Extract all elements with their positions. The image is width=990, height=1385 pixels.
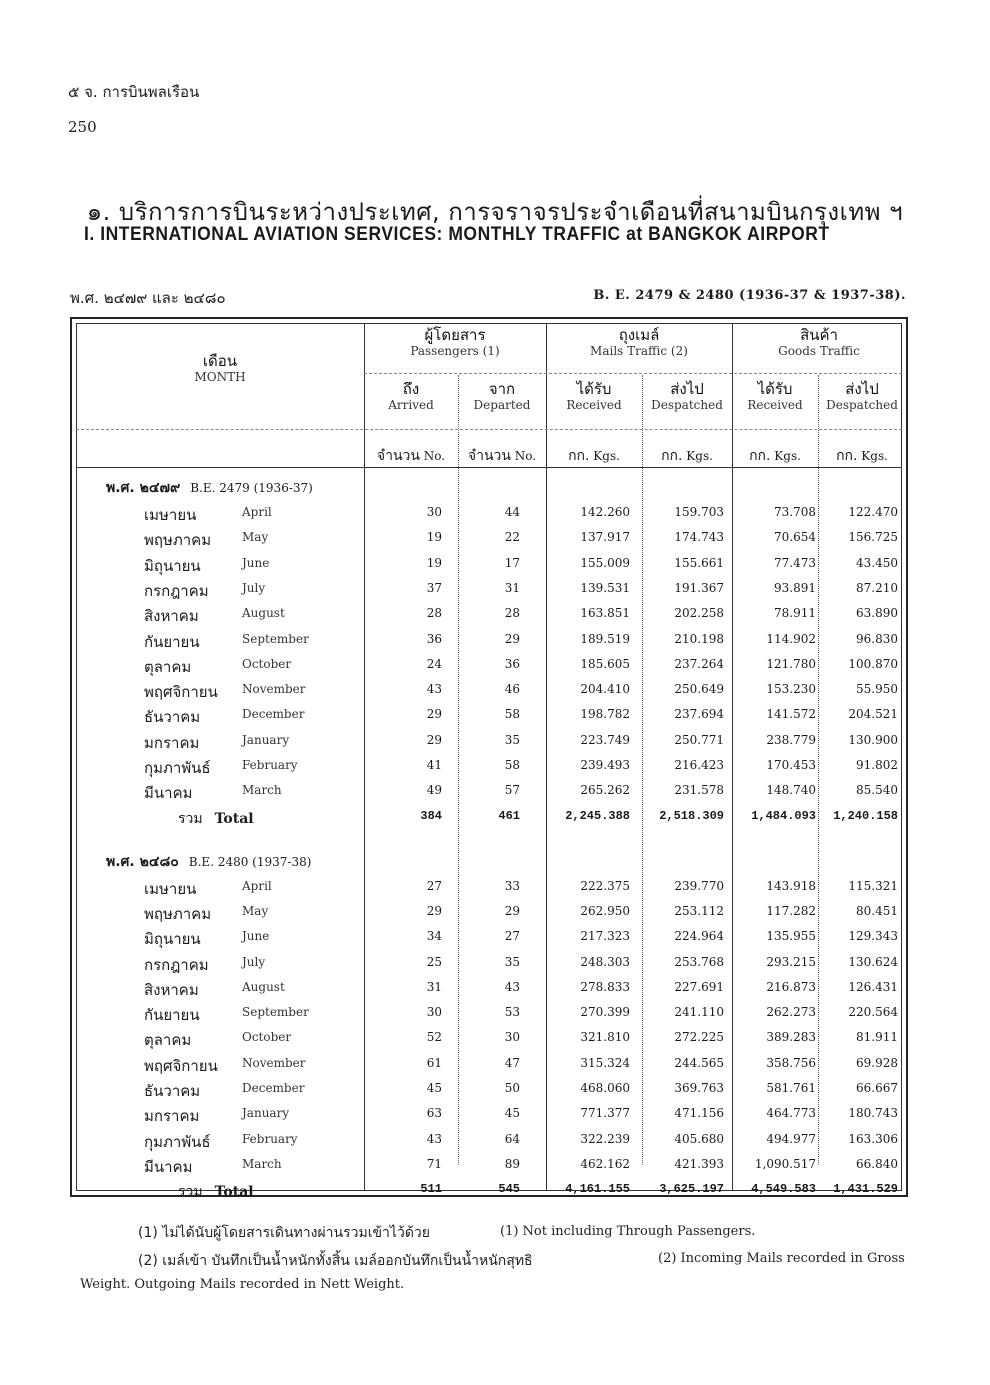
total-md: 3,625.197 [659, 1182, 724, 1197]
cell-md: 272.225 [674, 1030, 724, 1045]
table-row [72, 877, 910, 902]
month-thai: มิถุนายน [144, 556, 201, 575]
cell-md: 421.393 [674, 1156, 724, 1171]
month-thai: มกราคม [144, 733, 200, 752]
goods-received-header-th: ได้รับ [757, 380, 793, 398]
mails-despatched-header [642, 381, 732, 413]
goods-received-header [732, 381, 818, 413]
table-row [72, 630, 910, 655]
cell-dep: 44 [504, 505, 520, 519]
cell-gr: 70.654 [774, 530, 816, 545]
cell-dep: 17 [504, 555, 520, 570]
cell-mr: 189.519 [580, 631, 630, 646]
total-mr: 2,245.388 [565, 808, 630, 823]
month-thai: มกราคม [144, 1107, 200, 1126]
cell-md: 239.770 [674, 878, 724, 893]
cell-arr: 28 [426, 606, 442, 621]
month-thai: ธันวาคม [144, 708, 201, 727]
cell-md: 202.258 [674, 606, 724, 621]
cell-dep: 47 [504, 1055, 520, 1070]
cell-mr: 278.833 [580, 979, 630, 994]
cell-md: 253.768 [674, 954, 724, 969]
mails-despatched-header-th: ส่งไป [670, 380, 704, 398]
cell-arr: 29 [426, 732, 442, 747]
month-thai: กุมภาพันธ์ [144, 1132, 211, 1151]
arrived-header-en: Arrived [388, 398, 434, 412]
cell-gd: 156.725 [848, 530, 898, 545]
passengers-header [364, 327, 546, 359]
cell-dep: 36 [504, 656, 520, 671]
month-english: October [242, 1030, 292, 1045]
cell-md: 471.156 [674, 1106, 724, 1121]
cell-md: 369.763 [674, 1081, 724, 1095]
cell-dep: 53 [504, 1005, 520, 1020]
cell-mr: 137.917 [580, 530, 630, 545]
month-english: April [242, 505, 272, 519]
goods-despatched-header-en: Despatched [826, 398, 898, 412]
section-heading: ๕ จ. การบินพลเรือน [68, 83, 200, 101]
cell-arr: 19 [426, 555, 442, 570]
table-row [72, 902, 910, 927]
cell-mr: 198.782 [580, 707, 630, 722]
total-gr: 4,549.583 [751, 1182, 816, 1197]
month-thai: ตุลาคม [144, 1031, 192, 1050]
table-row [72, 781, 910, 806]
cell-mr: 462.162 [580, 1156, 630, 1171]
month-english: August [242, 979, 285, 994]
month-header [76, 353, 364, 385]
unit-arrived [364, 445, 458, 467]
table-row [72, 1028, 910, 1053]
cell-md: 210.198 [674, 631, 724, 646]
title-english: I. INTERNATIONAL AVIATION SERVICES: MONTHLY TRAFFIC at BANGKOK AIRPORT [84, 224, 830, 245]
month-english: November [242, 1055, 306, 1070]
total-mr: 4,161.155 [565, 1182, 630, 1197]
cell-dep: 31 [504, 580, 520, 595]
footnote-2-th: (2) เมล์เข้า บันทึกเป็นน้ำหนักทั้งสิ้น เมล์ออกบันทึกเป็นน้ำหนักสุทธิ [138, 1253, 533, 1269]
passengers-header-en: Passengers (1) [410, 344, 500, 358]
cell-gr: 494.977 [766, 1131, 816, 1146]
cell-gr: 238.779 [766, 732, 816, 747]
unit-goods-despatched [818, 445, 906, 467]
month-thai: เมษายน [144, 879, 197, 898]
mails-header [546, 327, 732, 359]
cell-arr: 43 [426, 1131, 442, 1146]
table-row [72, 927, 910, 952]
cell-gr: 77.473 [774, 555, 816, 570]
month-english: November [242, 682, 306, 697]
cell-mr: 322.239 [580, 1131, 630, 1146]
cell-gd: 220.564 [848, 1005, 898, 1020]
unit-goods-despatched-th: กก. [836, 448, 858, 464]
cell-dep: 57 [504, 783, 520, 798]
month-english: March [242, 1156, 282, 1171]
goods-header-en: Goods Traffic [778, 344, 860, 358]
cell-gd: 80.451 [856, 903, 898, 918]
cell-dep: 89 [504, 1156, 520, 1171]
cell-gd: 96.830 [856, 631, 898, 646]
cell-mr: 142.260 [580, 505, 630, 519]
cell-gr: 581.761 [766, 1081, 816, 1095]
cell-gr: 114.902 [766, 631, 816, 646]
cell-gd: 87.210 [856, 580, 898, 595]
departed-header-th: จาก [488, 380, 516, 398]
month-thai: กรกฎาคม [144, 581, 209, 600]
cell-gr: 216.873 [766, 979, 816, 994]
cell-dep: 45 [504, 1106, 520, 1121]
total-gd: 1,431.529 [833, 1182, 898, 1197]
arrived-header-th: ถึง [402, 380, 420, 398]
total-md: 2,518.309 [659, 808, 724, 823]
unit-mails-received-th: กก. [568, 448, 590, 464]
cell-gr: 78.911 [774, 606, 816, 621]
cell-md: 191.367 [674, 580, 724, 595]
month-thai: มีนาคม [144, 1157, 193, 1176]
cell-gd: 85.540 [856, 783, 898, 798]
cell-mr: 239.493 [580, 758, 630, 772]
total-dep: 461 [498, 808, 520, 823]
table-row [72, 731, 910, 756]
cell-gr: 73.708 [774, 505, 816, 519]
cell-mr: 185.605 [580, 656, 630, 671]
cell-arr: 29 [426, 707, 442, 722]
footnote-1-en: (1) Not including Through Passengers. [500, 1224, 756, 1239]
goods-despatched-header-th: ส่งไป [845, 380, 879, 398]
month-english: February [242, 758, 298, 772]
cell-gd: 180.743 [848, 1106, 898, 1121]
cell-dep: 22 [504, 530, 520, 545]
arrived-header [364, 381, 458, 413]
month-english: October [242, 656, 292, 671]
cell-gd: 63.890 [856, 606, 898, 621]
month-english: January [242, 732, 290, 747]
month-thai: พฤศจิกายน [144, 683, 218, 702]
cell-gr: 93.891 [774, 580, 816, 595]
section-year-label: พ.ศ. ๒๔๗๙ B.E. 2479 (1936-37) [106, 480, 313, 496]
month-english: December [242, 1081, 305, 1095]
cell-gd: 130.900 [848, 732, 898, 747]
cell-arr: 61 [426, 1055, 442, 1070]
cell-mr: 217.323 [580, 929, 630, 944]
cell-dep: 46 [504, 682, 520, 697]
unit-arrived-th: จำนวน [376, 448, 420, 464]
passengers-header-th: ผู้โดยสาร [424, 326, 486, 344]
unit-departed-en: No. [514, 449, 537, 463]
month-header-en: MONTH [194, 370, 246, 384]
goods-header [732, 327, 906, 359]
page-number: 250 [68, 118, 97, 136]
cell-arr: 45 [426, 1081, 442, 1095]
month-english: January [242, 1106, 290, 1121]
table-row [72, 528, 910, 553]
total-dep: 545 [498, 1182, 520, 1197]
cell-md: 159.703 [674, 505, 724, 519]
month-english: May [242, 530, 269, 545]
month-english: June [242, 929, 270, 944]
cell-md: 216.423 [674, 758, 724, 772]
years-english: B. E. 2479 & 2480 (1936-37 & 1937-38). [593, 288, 906, 303]
unit-goods-despatched-en: Kgs. [861, 449, 888, 463]
departed-header [458, 381, 546, 413]
cell-mr: 468.060 [580, 1081, 630, 1095]
mails-received-header [546, 381, 642, 413]
cell-gd: 126.431 [848, 979, 898, 994]
cell-gd: 122.470 [848, 505, 898, 519]
table-row [72, 1054, 910, 1079]
cell-gr: 117.282 [766, 903, 816, 918]
cell-arr: 27 [426, 878, 442, 893]
table-row [72, 953, 910, 978]
cell-arr: 63 [426, 1106, 442, 1121]
cell-gd: 130.624 [848, 954, 898, 969]
cell-gd: 69.928 [856, 1055, 898, 1070]
cell-arr: 24 [426, 656, 442, 671]
cell-mr: 262.950 [580, 903, 630, 918]
cell-dep: 33 [504, 878, 520, 893]
traffic-table [70, 317, 908, 1201]
cell-gr: 464.773 [766, 1106, 816, 1121]
month-english: December [242, 707, 305, 722]
cell-md: 224.964 [674, 929, 724, 944]
unit-mails-despatched-en: Kgs. [686, 449, 713, 463]
cell-mr: 771.377 [580, 1106, 630, 1121]
cell-gr: 141.572 [766, 707, 816, 722]
cell-gr: 262.273 [766, 1005, 816, 1020]
cell-dep: 43 [504, 979, 520, 994]
cell-gr: 135.955 [766, 929, 816, 944]
total-gd: 1,240.158 [833, 808, 898, 823]
table-row [72, 756, 910, 781]
table-row [72, 503, 910, 528]
cell-mr: 321.810 [580, 1030, 630, 1045]
cell-arr: 52 [426, 1030, 442, 1045]
cell-arr: 31 [426, 979, 442, 994]
month-english: March [242, 783, 282, 798]
cell-md: 237.694 [674, 707, 724, 722]
departed-header-en: Departed [473, 398, 531, 412]
goods-despatched-header [818, 381, 906, 413]
month-thai: พฤศจิกายน [144, 1056, 218, 1075]
cell-dep: 28 [504, 606, 520, 621]
table-row [72, 579, 910, 604]
cell-arr: 25 [426, 954, 442, 969]
cell-arr: 19 [426, 530, 442, 545]
cell-dep: 58 [504, 758, 520, 772]
unit-arrived-en: No. [423, 449, 446, 463]
cell-gd: 204.521 [848, 707, 898, 722]
unit-goods-received [732, 445, 818, 467]
month-english: May [242, 903, 269, 918]
cell-arr: 29 [426, 903, 442, 918]
month-english: August [242, 606, 285, 621]
cell-md: 253.112 [674, 903, 724, 918]
unit-departed-th: จำนวน [467, 448, 511, 464]
cell-mr: 222.375 [580, 878, 630, 893]
cell-mr: 155.009 [580, 555, 630, 570]
cell-md: 250.649 [674, 682, 724, 697]
month-thai: ตุลาคม [144, 657, 192, 676]
cell-arr: 37 [426, 580, 442, 595]
month-english: September [242, 631, 309, 646]
cell-gr: 148.740 [766, 783, 816, 798]
month-thai: มีนาคม [144, 784, 193, 803]
unit-mails-despatched [642, 445, 732, 467]
cell-arr: 41 [426, 758, 442, 772]
cell-gr: 1,090.517 [754, 1156, 816, 1171]
cell-mr: 223.749 [580, 732, 630, 747]
cell-mr: 315.324 [580, 1055, 630, 1070]
cell-gd: 100.870 [848, 656, 898, 671]
table-row [72, 655, 910, 680]
cell-mr: 248.303 [580, 954, 630, 969]
month-thai: กันยายน [144, 1006, 200, 1025]
month-thai: มิถุนายน [144, 930, 201, 949]
unit-mails-received-en: Kgs. [593, 449, 620, 463]
footnote-1-th: (1) ไม่ได้นับผู้โดยสารเดินทางผ่านรวมเข้าไว้ด้วย [138, 1225, 430, 1241]
table-row [72, 1130, 910, 1155]
cell-gd: 163.306 [848, 1131, 898, 1146]
cell-arr: 43 [426, 682, 442, 697]
goods-received-header-en: Received [747, 398, 803, 412]
unit-mails-despatched-th: กก. [661, 448, 683, 464]
total-row: รวม Total 384 461 2,245.388 2,518.309 1,484.093 1,240.158 [178, 808, 898, 827]
mails-despatched-header-en: Despatched [651, 398, 723, 412]
cell-md: 244.565 [674, 1055, 724, 1070]
footnote-2-en-a: (2) Incoming Mails recorded in Gross [658, 1251, 905, 1266]
cell-gd: 66.840 [856, 1156, 898, 1171]
cell-arr: 30 [426, 505, 442, 519]
table-row [72, 1079, 910, 1104]
table-row [72, 680, 910, 705]
month-thai: เมษายน [144, 506, 197, 524]
table-row [72, 604, 910, 629]
cell-gr: 121.780 [766, 656, 816, 671]
cell-md: 227.691 [674, 979, 724, 994]
cell-mr: 265.262 [580, 783, 630, 798]
month-english: June [242, 555, 270, 570]
footnote-2-en-b: Weight. Outgoing Mails recorded in Nett Weight. [80, 1277, 405, 1292]
month-english: July [242, 954, 266, 969]
cell-gd: 115.321 [848, 878, 898, 893]
table-row [72, 978, 910, 1003]
table-row [72, 1104, 910, 1129]
cell-gd: 91.802 [856, 758, 898, 772]
total-arr: 384 [420, 808, 442, 823]
cell-md: 155.661 [674, 555, 724, 570]
month-thai: กันยายน [144, 632, 200, 651]
cell-gd: 81.911 [856, 1030, 898, 1045]
cell-gd: 43.450 [856, 555, 898, 570]
month-english: February [242, 1131, 298, 1146]
table-row [72, 705, 910, 730]
total-row: รวม Total 511 545 4,161.155 3,625.197 4,549.583 1,431.529 [178, 1182, 898, 1201]
cell-arr: 71 [426, 1156, 442, 1171]
cell-dep: 27 [504, 929, 520, 944]
cell-dep: 64 [504, 1131, 520, 1146]
cell-arr: 30 [426, 1005, 442, 1020]
cell-gd: 55.950 [856, 682, 898, 697]
unit-mails-received [546, 445, 642, 467]
mails-header-th: ถุงเมล์ [618, 326, 660, 344]
month-header-th: เดือน [202, 352, 238, 370]
cell-md: 405.680 [674, 1131, 724, 1146]
cell-arr: 49 [426, 783, 442, 798]
cell-md: 250.771 [674, 732, 724, 747]
month-thai: พฤษภาคม [144, 904, 212, 923]
table-row [72, 1155, 910, 1180]
unit-goods-received-en: Kgs. [774, 449, 801, 463]
mails-header-en: Mails Traffic (2) [590, 344, 688, 358]
month-english: April [242, 878, 272, 893]
goods-header-th: สินค้า [800, 326, 838, 344]
section-year-label: พ.ศ. ๒๔๘๐ B.E. 2480 (1937-38) [106, 853, 312, 870]
cell-dep: 29 [504, 631, 520, 646]
cell-dep: 35 [504, 732, 520, 747]
total-arr: 511 [420, 1182, 442, 1197]
month-thai: สิงหาคม [144, 980, 199, 999]
cell-md: 231.578 [674, 783, 724, 798]
cell-gd: 129.343 [848, 929, 898, 944]
month-thai: ธันวาคม [144, 1082, 201, 1100]
table-row [72, 1003, 910, 1028]
total-gr: 1,484.093 [751, 808, 816, 823]
cell-dep: 50 [504, 1081, 520, 1095]
cell-gr: 293.215 [766, 954, 816, 969]
cell-mr: 204.410 [580, 682, 630, 697]
cell-arr: 36 [426, 631, 442, 646]
cell-mr: 270.399 [580, 1005, 630, 1020]
cell-md: 174.743 [674, 530, 724, 545]
title-thai: ๑. บริการการบินระหว่างประเทศ, การจราจรประจำเดือนที่สนามบินกรุงเทพ ฯ [86, 198, 904, 226]
cell-dep: 35 [504, 954, 520, 969]
month-thai: กุมภาพันธ์ [144, 759, 211, 777]
years-thai: พ.ศ. ๒๔๗๙ และ ๒๔๘๐ [70, 289, 226, 307]
cell-mr: 163.851 [580, 606, 630, 621]
cell-gr: 170.453 [766, 758, 816, 772]
cell-gr: 389.283 [766, 1030, 816, 1045]
month-thai: พฤษภาคม [144, 531, 212, 550]
mails-received-header-th: ได้รับ [576, 380, 612, 398]
month-english: July [242, 580, 266, 595]
cell-arr: 34 [426, 929, 442, 944]
month-english: September [242, 1005, 309, 1020]
cell-gr: 358.756 [766, 1055, 816, 1070]
cell-gr: 153.230 [766, 682, 816, 697]
cell-dep: 30 [504, 1030, 520, 1045]
cell-gd: 66.667 [856, 1081, 898, 1095]
cell-dep: 29 [504, 903, 520, 918]
cell-mr: 139.531 [580, 580, 630, 595]
cell-md: 241.110 [674, 1005, 724, 1020]
cell-gr: 143.918 [766, 878, 816, 893]
cell-md: 237.264 [674, 656, 724, 671]
month-thai: สิงหาคม [144, 607, 199, 626]
table-row [72, 554, 910, 579]
unit-departed [458, 445, 546, 467]
month-thai: กรกฎาคม [144, 955, 209, 974]
mails-received-header-en: Received [566, 398, 622, 412]
cell-dep: 58 [504, 707, 520, 722]
unit-goods-received-th: กก. [749, 448, 771, 464]
